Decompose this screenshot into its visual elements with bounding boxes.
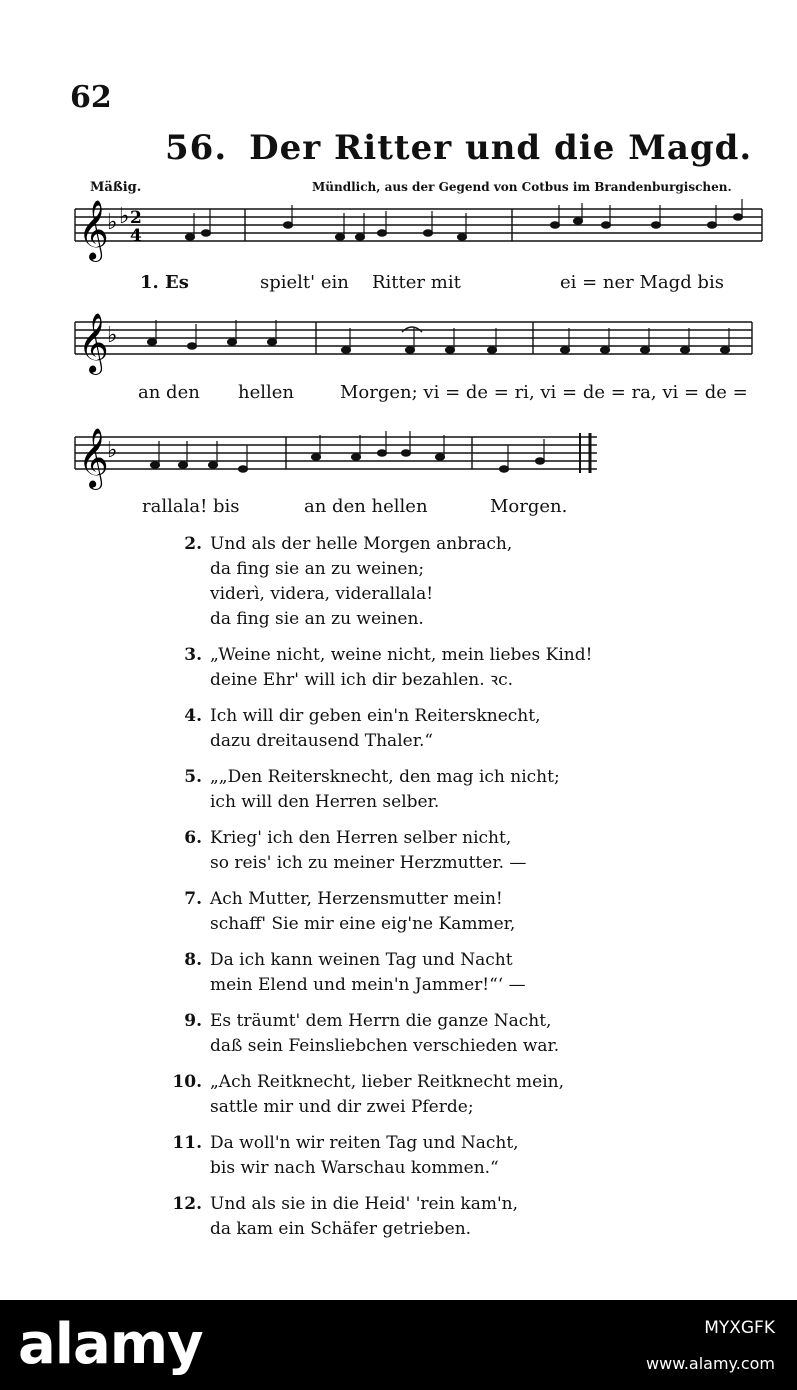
treble-clef-icon: 𝄞 [78,200,109,260]
verse-line: Ich will dir geben ein'n Reitersknecht, [210,706,541,726]
verse-3 [160,643,680,693]
time-sig-bottom: 4 [130,226,142,246]
flat-sign-icon: ♭ [119,203,130,229]
verse-number: 2. [184,534,202,554]
verse-line: Ach Mutter, Herzensmutter mein! [210,889,503,909]
verse-line: dazu dreitausend Thaler.“ [210,731,434,751]
notes-system-2 [148,320,730,353]
lyric-segment: hellen [238,382,295,403]
lyric-segment: Morgen. [490,496,568,517]
tempo-marking: Mäßig. [90,180,142,195]
verse-line: Da ich kann weinen Tag und Nacht [210,950,513,970]
verse-number: 12. [172,1194,202,1214]
verse-7 [160,887,680,937]
verse-line: ich will den Herren selber. [210,792,440,812]
lyric-segment: Ritter mit [372,272,461,293]
lyric-segment: ei = ner Magd bis [560,272,724,293]
verse-line: bis wir nach Warschau kommen.“ [210,1158,499,1178]
page-number: 62 [70,80,112,115]
watermark-logo: alamy [18,1312,203,1377]
verses [160,532,680,1253]
verse-number: 6. [184,828,202,848]
verse-line: so reis' ich zu meiner Herzmutter. — [210,853,527,873]
verse-line: viderì, videra, viderallala! [210,584,434,604]
verse-line: deine Ehr' will ich dir bezahlen. ꝛc. [210,670,514,690]
verse-line: da fing sie an zu weinen; [210,559,425,579]
verse-12 [160,1192,680,1242]
lyric-segment: Morgen; vi = de = ri, vi = de = ra, vi = de = [340,382,748,403]
verse-number: 10. [172,1072,202,1092]
verse-line: Und als der helle Morgen anbrach, [210,534,513,554]
verse-number: 3. [184,645,202,665]
verse-6 [160,826,680,876]
verse-line: daß sein Feinsliebchen verschieden war. [210,1036,560,1056]
flat-sign-icon: ♭ [107,322,118,348]
verse-number: 4. [184,706,202,726]
verse-2 [160,532,680,632]
flat-sign-icon: ♭ [107,437,118,463]
verse-8 [160,948,680,998]
music-staff-3 [0,425,797,500]
song-title: Der Ritter und die Magd. [249,128,753,168]
verse-line: „Weine nicht, weine nicht, mein liebes Kind! [210,645,593,665]
source-note: Mündlich, aus der Gegend von Cotbus im Brandenburgischen. [312,180,732,194]
verse-9 [160,1009,680,1059]
lyric-segment: rallala! bis [142,496,240,517]
watermark-url: www.alamy.com [646,1354,775,1373]
music-staff-2 [0,312,797,382]
verse-11 [160,1131,680,1181]
verse-line: „„Den Reitersknecht, den mag ich nicht; [210,767,560,787]
verse-number: 8. [184,950,202,970]
verse-line: da kam ein Schäfer getrieben. [210,1219,472,1239]
treble-clef-icon: 𝄞 [78,313,109,373]
song-number: 56. [165,128,228,168]
verse-4 [160,704,680,754]
verse-5 [160,765,680,815]
verse-line: schaff' Sie mir eine eig'ne Kammer, [210,914,516,934]
time-sig-top: 2 [130,208,142,228]
verse-line: sattle mir und dir zwei Pferde; [210,1097,474,1117]
song-title-block [165,128,752,168]
verse-number: 5. [184,767,202,787]
lyric-segment: an den [138,382,200,403]
verse-line: Krieg' ich den Herren selber nicht, [210,828,512,848]
image-code: MYXGFK [704,1318,775,1338]
lyric-segment: an den hellen [304,496,428,517]
verse-line: Und als sie in die Heid' 'rein kam'n, [210,1194,518,1214]
verse-number: 11. [172,1133,202,1153]
flat-sign-icon: ♭ [107,209,118,235]
music-staff-1 [0,195,797,275]
watermark-bar [0,1300,797,1390]
verse-10 [160,1070,680,1120]
notes-system-1 [186,199,743,240]
lyric-segment: 1. Es [140,272,189,293]
verse-line: da fing sie an zu weinen. [210,609,424,629]
verse-line: „Ach Reitknecht, lieber Reitknecht mein, [210,1072,565,1092]
verse-line: Da woll'n wir reiten Tag und Nacht, [210,1133,519,1153]
treble-clef-icon: 𝄞 [78,428,109,488]
verse-number: 9. [184,1011,202,1031]
verse-number: 7. [184,889,202,909]
lyric-segment: spielt' ein [260,272,349,293]
verse-line: mein Elend und mein'n Jammer!“‘ — [210,975,526,995]
verse-line: Es träumt' dem Herrn die ganze Nacht, [210,1011,552,1031]
